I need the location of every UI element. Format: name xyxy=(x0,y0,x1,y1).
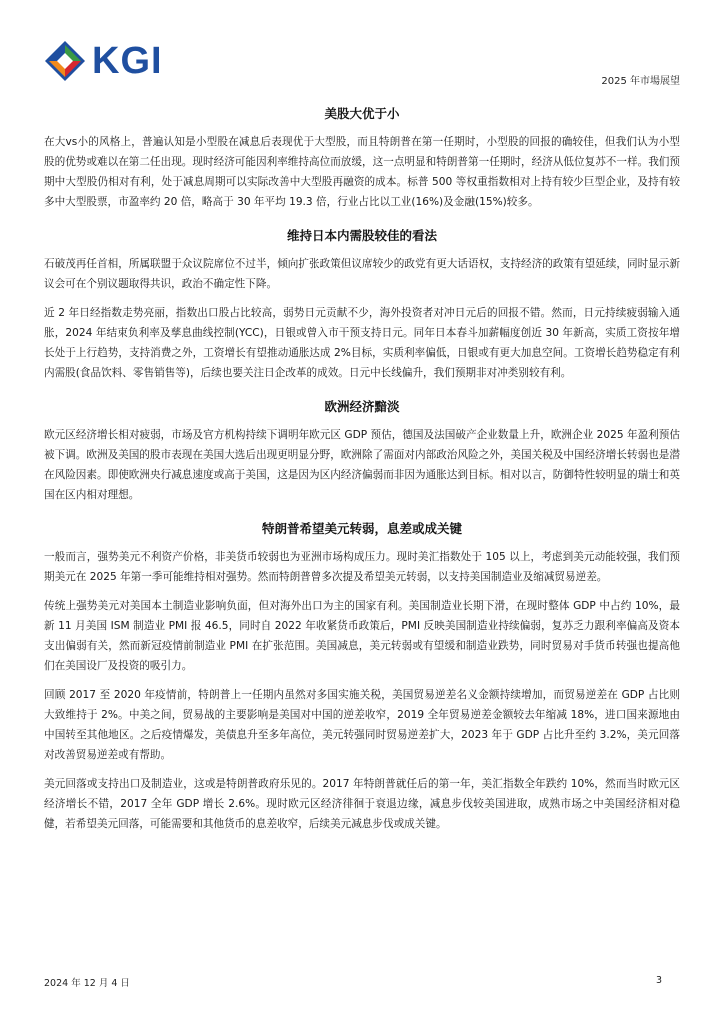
paragraph-usd-strength: 一般而言，强势美元不利资产价格，非美货币较弱也为亚洲市场构成压力。现时美汇指数处于 105 以上，考虑到美元动能较强，我们预期美元在 2025 年第一季可能维持相对强势。然而特朗普曾多次提及希望美元转弱，以支持美国制造业及缩减贸易逆差。 xyxy=(44,551,680,583)
footer-date: 2024 年 12 月 4 日 xyxy=(44,978,130,989)
report-title: 2025 年市場展望 xyxy=(601,76,680,87)
section-title-europe: 欧洲经济黯淡 xyxy=(324,399,400,414)
paragraph-japan-politics: 石破茂再任首相，所属联盟于众议院席位不过半，倾向扩张政策但议席较少的政党有更大话语权，支持经济的政策有望延续，同时显示新议会可在个别议题取得共识，政治不确定性下降。 xyxy=(44,258,680,290)
paragraph-usd-outlook: 美元回落或支持出口及制造业，这或是特朗普政府乐见的。2017 年特朗普就任后的第一年，美汇指数全年跌约 10%，然而当时欧元区经济增长不错，2017 全年 GDP 增长 2.6%。现时欧元区经济徘徊于衰退边缘，减息步伐较美国进取，成熟市场之中美国经济相对稳健，若希望美元回落，可能需要和其他货币的息差收窄，后续美元减息步伐或成关键。 xyxy=(44,778,680,830)
paragraph-usd-manufacturing: 传统上强势美元对美国本土制造业影响负面，但对海外出口为主的国家有利。美国制造业长期下滑，在现时整体 GDP 中占约 10%，最新 11 月美国 ISM 制造业 PMI 报 46.5，同时自 2022 年收紧货币政策后，PMI 反映美国制造业持续偏弱，复苏乏力跟利率偏高及资本支出偏弱有关，然而新冠疫情前制造业 PMI 在扩张范围。美国减息，美元转弱或有望缓和制造业跌势，同时贸易对手货币转强也提高他们在美国设厂及投资的吸引力。 xyxy=(44,600,680,672)
page-header xyxy=(44,40,680,87)
page-number: 3 xyxy=(656,975,663,986)
paragraph-europe: 欧元区经济增长相对疲弱，市场及官方机构持续下调明年欧元区 GDP 预估，德国及法国破产企业数量上升，欧洲企业 2025 年盈利预估被下调。欧洲及美国的股市表现在美国大选后出现更明显分野，欧洲除了需面对内部政治风险之外，美国关税及中国经济增长转弱也是潜在风险因素。即使欧洲央行减息速度或高于美国，这是因为区内经济偏弱而非因为通胀达到目标。相对以言，防御特性较明显的瑞士和英国在区内相对理想。 xyxy=(44,429,680,501)
document-body xyxy=(44,104,680,834)
logo-text: KGI xyxy=(92,40,163,82)
paragraph-us-equities: 在大vs小的风格上，普遍认知是小型股在减息后表现优于大型股，而且特朗普在第一任期时，小型股的回报的确较佳，但我们认为小型股的优势或难以在第二任出现。现时经济可能因利率维持高位而放缓，这一点明显和特朗普第一任期时，经济从低位复苏不一样。我们预期中大型股仍相对有利，处于减息周期可以实际改善中大型股再融资的成本。标普 500 等权重指数相对上持有较少巨型企业，及持有较多中大型股票，市盈率约 20 倍，略高于 30 年平均 19.3 倍，行业占比以工业(16%)及金融(15%)较多。 xyxy=(44,136,680,208)
paragraph-japan-economy: 近 2 年日经指数走势亮丽，指数出口股占比较高，弱势日元贡献不少，海外投资者对冲日元后的回报不错。然而，日元持续疲弱输入通胀，2024 年结束负利率及孳息曲线控制(YCC)，日银或曾入市干预支持日元。同年日本春斗加薪幅度创近 30 年新高，实质工资按年增长处于上行趋势，支持消费之外，工资增长有望推动通胀达成 2%目标，实质利率偏低，日银或有更大加息空间。工资增长趋势稳定有利内需股(食品饮料、零售销售等)，后续也要关注日企改革的成效。日元中长线偏升，我们预期非对冲类别较有利。 xyxy=(44,307,680,379)
kgi-logo xyxy=(44,40,163,82)
section-title-us-equities: 美股大优于小 xyxy=(324,106,400,121)
section-title-usd: 特朗普希望美元转弱，息差或成关键 xyxy=(261,521,462,536)
kgi-diamond-logo-icon xyxy=(44,40,86,82)
section-title-japan: 维持日本内需股较佳的看法 xyxy=(286,228,437,243)
paragraph-usd-trade-deficit: 回顾 2017 至 2020 年疫情前，特朗普上一任期内虽然对多国实施关税，美国贸易逆差名义金额持续增加，而贸易逆差在 GDP 占比则大致维持于 2%。中美之间，贸易战的主要影响是美国对中国的逆差收窄，2019 全年贸易逆差金额较去年缩减 18%，进口国来源地由中国转至其他地区。之后疫情爆发，美债息升至多年高位，美元转强同时贸易逆差扩大，2023 年于 GDP 占比升至约 3.2%，美元回落对改善贸易逆差或有帮助。 xyxy=(44,689,680,761)
